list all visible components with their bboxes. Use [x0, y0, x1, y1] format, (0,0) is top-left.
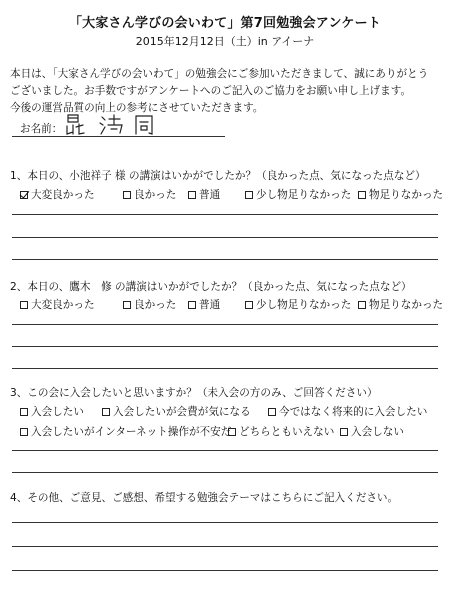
checkbox-icon[interactable] [358, 301, 366, 309]
question-3-options-row-1 [20, 404, 440, 418]
q2-option-good[interactable]: 良かった [123, 297, 176, 312]
q3-option-join[interactable]: 入会したい [20, 404, 84, 419]
checkbox-icon[interactable] [123, 301, 131, 309]
q1-answer-line[interactable] [12, 259, 438, 260]
intro-line-2: ございました。お手数ですがアンケートへのご記入のご協力をお願い申し上げます。 [10, 85, 412, 97]
q2-option-somewhat-lacking[interactable]: 少し物足りなかった [245, 297, 351, 312]
intro-line-3: 今後の運営品質の向上の参考にさせていただきます。 [10, 102, 264, 114]
survey-date: 2015年12月12日（土）in アイーナ [135, 35, 315, 48]
q3-option-undecided[interactable]: どちらともいえない [228, 424, 334, 439]
q1-answer-line[interactable] [12, 237, 438, 238]
question-3: 3、この会に入会したいと思いますか？（未入会の方のみ、ご回答ください） [10, 387, 378, 399]
question-2-options [20, 297, 444, 311]
checkbox-icon[interactable] [20, 408, 28, 416]
q3-option-not-join[interactable]: 入会しない [340, 424, 404, 439]
checkbox-icon[interactable] [102, 408, 110, 416]
name-label: お名前： [20, 123, 63, 135]
q3-option-join-internet-concern[interactable]: 入会したいがインターネット操作が不安だ [20, 424, 231, 439]
checkbox-icon[interactable] [123, 191, 131, 199]
name-underline [12, 136, 225, 137]
checkbox-icon[interactable] [340, 428, 348, 436]
q1-option-very-good[interactable]: 大変良かった [20, 187, 95, 202]
checkbox-icon[interactable] [245, 191, 253, 199]
q3-answer-line[interactable] [12, 450, 438, 451]
survey-title: 「大家さん学びの会いわて」第7回勉強会アンケート [68, 16, 382, 31]
q3-option-join-fee-concern[interactable]: 入会したいが会費が気になる [102, 404, 251, 419]
question-3-options-row-2 [20, 424, 440, 438]
question-1: 1、本日の、小池祥子 様 の講演はいかがでしたか？（良かった点、気になった点など） [10, 170, 426, 182]
checkbox-icon[interactable] [228, 428, 236, 436]
checkbox-icon[interactable] [358, 191, 366, 199]
question-1-options [20, 187, 444, 201]
checkbox-icon[interactable] [188, 301, 196, 309]
q3-answer-line[interactable] [12, 472, 438, 473]
q4-answer-line[interactable] [12, 546, 438, 547]
q1-option-average[interactable]: 普通 [188, 187, 220, 202]
checkbox-icon[interactable] [188, 191, 196, 199]
q4-answer-line[interactable] [12, 522, 438, 523]
question-4: 4、その他、ご意見、ご感想、希望する勉強会テーマはこちらにご記入ください。 [10, 492, 399, 504]
q2-option-lacking[interactable]: 物足りなかった [358, 297, 443, 312]
q2-option-average[interactable]: 普通 [188, 297, 220, 312]
question-2: 2、本日の、鷹木 修 の講演はいかがでしたか？（良かった点、気になった点など） [10, 281, 412, 293]
checkbox-checked-icon[interactable] [20, 191, 28, 199]
checkbox-icon[interactable] [20, 301, 28, 309]
q2-answer-line[interactable] [12, 324, 438, 325]
intro-line-1: 本日は、「大家さん学びの会いわて」の勉強会にご参加いただきまして、誠にありがとう [10, 68, 429, 80]
q1-option-lacking[interactable]: 物足りなかった [358, 187, 443, 202]
q2-answer-line[interactable] [12, 368, 438, 369]
q4-answer-line[interactable] [12, 570, 438, 571]
q1-option-somewhat-lacking[interactable]: 少し物足りなかった [245, 187, 351, 202]
q2-answer-line[interactable] [12, 346, 438, 347]
checkbox-icon[interactable] [20, 428, 28, 436]
q2-option-very-good[interactable]: 大変良かった [20, 297, 95, 312]
checkbox-icon[interactable] [245, 301, 253, 309]
q3-option-join-later[interactable]: 今ではなく将来的に入会したい [268, 404, 427, 419]
q1-option-good[interactable]: 良かった [123, 187, 176, 202]
checkbox-icon[interactable] [268, 408, 276, 416]
q1-answer-line[interactable] [12, 214, 438, 215]
handwritten-name-signature [64, 112, 174, 138]
